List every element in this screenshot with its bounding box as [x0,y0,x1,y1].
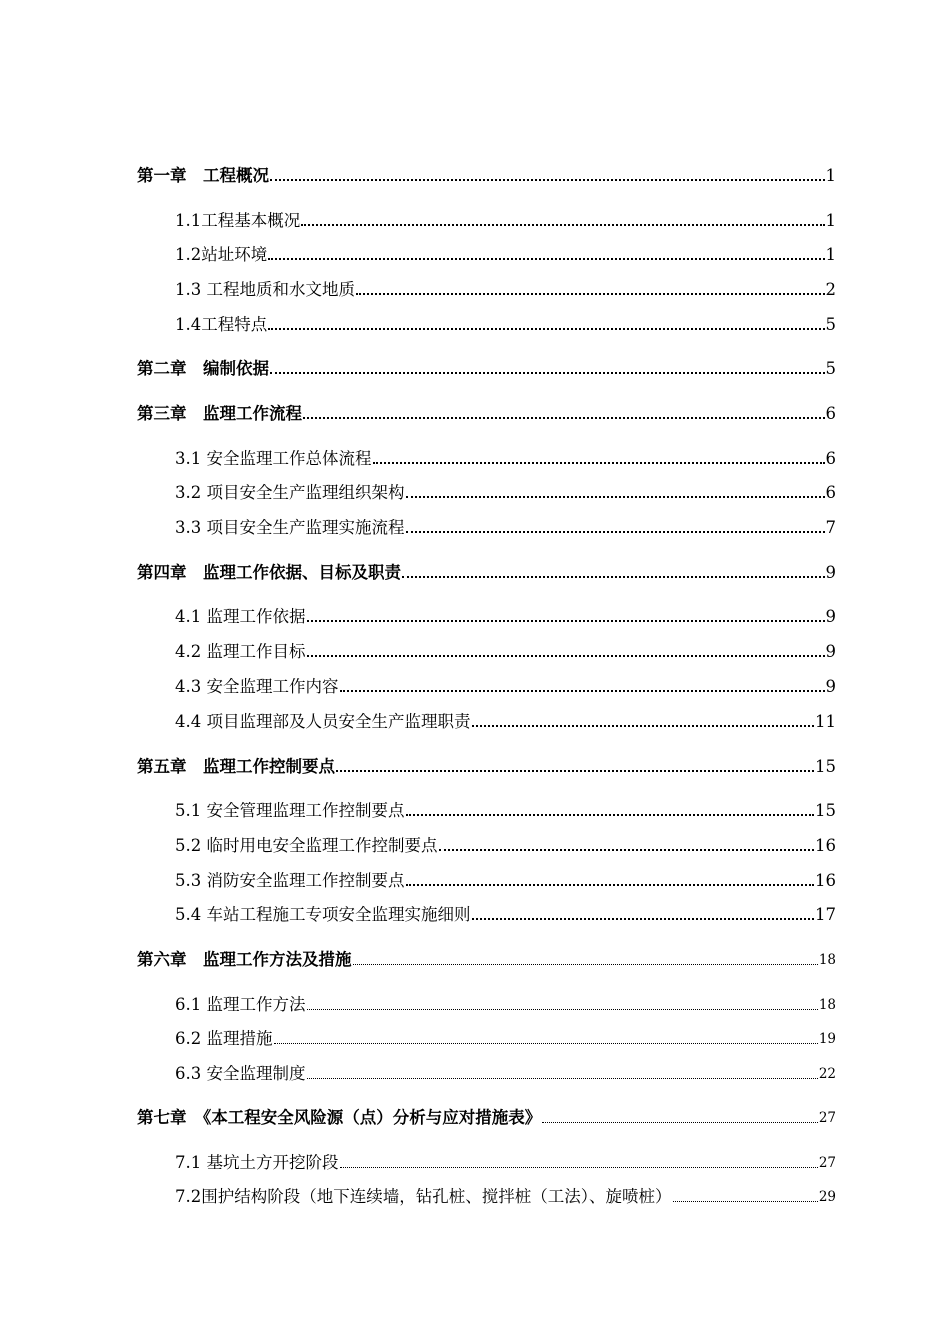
toc-entry-title: 5.1 安全管理监理工作控制要点 [175,801,405,820]
toc-entry-title: 4.2 监理工作目标 [175,642,306,661]
dot-leader [303,417,825,419]
dot-leader [301,224,824,226]
toc-entry-title: 1.4工程特点 [175,315,268,334]
toc-entry[interactable] [175,245,836,265]
toc-page-number: 15 [815,757,836,776]
toc-entry[interactable] [175,801,836,821]
toc-page-number: 27 [818,1110,836,1126]
toc-entry[interactable] [137,166,836,186]
toc-page-number: 2 [825,280,836,299]
toc-entry-title: 6.2 监理措施 [175,1029,273,1048]
toc-entry-title: 5.2 临时用电安全监理工作控制要点 [175,836,438,855]
dot-leader [340,690,825,692]
toc-entry-title: 第三章 监理工作流程 [137,404,302,423]
toc-page-number: 5 [825,315,836,334]
toc-entry-title: 第四章 监理工作依据、目标及职责 [137,563,401,582]
toc-entry[interactable] [175,677,836,697]
toc-page-number: 16 [815,871,836,890]
toc-page-number: 18 [818,952,836,968]
toc-page-number: 29 [818,1189,836,1205]
toc-entry-title: 6.3 安全监理制度 [175,1064,306,1083]
toc-entry[interactable] [175,712,836,732]
dot-leader [274,1043,818,1044]
toc-entry-title: 第五章 监理工作控制要点 [137,757,335,776]
toc-entry-title: 4.1 监理工作依据 [175,607,306,626]
dot-leader [307,620,825,622]
toc-entry[interactable] [175,1153,836,1173]
toc-page-number: 9 [825,607,836,626]
toc-page-number: 6 [825,449,836,468]
dot-leader [268,328,824,330]
toc-entry-title: 3.3 项目安全生产监理实施流程 [175,518,405,537]
dot-leader [356,293,825,295]
toc-entry-title: 5.4 车站工程施工专项安全监理实施细则 [175,905,471,924]
dot-leader [373,462,825,464]
dot-leader [268,258,824,260]
toc-entry-title: 1.1工程基本概况 [175,211,301,230]
toc-entry[interactable] [175,449,836,469]
toc-entry[interactable] [175,836,836,856]
toc-entry-title: 3.1 安全监理工作总体流程 [175,449,372,468]
toc-page-number: 5 [825,359,836,378]
toc-page-number: 6 [825,404,836,423]
toc-page-number: 19 [818,1031,836,1047]
toc-page-number: 6 [825,483,836,502]
toc-page-number: 22 [818,1066,836,1082]
toc-entry-title: 第一章 工程概况 [137,166,269,185]
dot-leader [270,372,825,374]
toc-entry[interactable] [137,563,836,583]
toc-entry[interactable] [175,607,836,627]
dot-leader [307,655,825,657]
toc-entry-title: 第二章 编制依据 [137,359,269,378]
toc-page-number: 9 [825,563,836,582]
toc-page-number: 15 [815,801,836,820]
dot-leader [406,531,825,533]
toc-entry-title: 7.1 基坑土方开挖阶段 [175,1153,339,1172]
toc-entry[interactable] [175,518,836,538]
toc-entry[interactable] [175,1029,836,1049]
toc-page-number: 16 [815,836,836,855]
dot-leader [472,918,815,920]
toc-entry[interactable] [175,871,836,891]
toc-entry-title: 1.3 工程地质和水文地质 [175,280,355,299]
dot-leader [439,849,815,851]
dot-leader [406,496,825,498]
toc-page-number: 9 [825,677,836,696]
toc-entry-title: 6.1 监理工作方法 [175,995,306,1014]
toc-entry[interactable] [137,950,836,970]
toc-entry-title: 第七章 《本工程安全风险源（点）分析与应对措施表》 [137,1108,542,1127]
toc-page-number: 11 [815,712,836,731]
dot-leader [406,814,815,816]
dot-leader [402,576,825,578]
toc-entry[interactable] [137,404,836,424]
toc-entry[interactable] [137,757,836,777]
toc-entry[interactable] [175,315,836,335]
toc-page-number: 1 [825,245,836,264]
dot-leader [307,1009,818,1010]
toc-entry-title: 4.4 项目监理部及人员安全生产监理职责 [175,712,471,731]
toc-entry-title: 1.2站址环境 [175,245,268,264]
toc-entry-title: 7.2围护结构阶段（地下连续墙，钻孔桩、搅拌桩（工法）、旋喷桩） [175,1187,672,1206]
dot-leader [307,1078,818,1079]
dot-leader [340,1167,818,1168]
toc-page-number: 27 [818,1155,836,1171]
dot-leader [673,1201,818,1202]
toc-page-number: 18 [818,997,836,1013]
toc-page-number: 1 [825,211,836,230]
toc-entry[interactable] [137,1108,836,1128]
dot-leader [406,884,815,886]
toc-entry-title: 5.3 消防安全监理工作控制要点 [175,871,405,890]
dot-leader [336,770,814,772]
toc-page-number: 17 [815,905,836,924]
toc-entry-title: 4.3 安全监理工作内容 [175,677,339,696]
dot-leader [542,1122,818,1123]
toc-entry-title: 3.2 项目安全生产监理组织架构 [175,483,405,502]
dot-leader [472,725,815,727]
toc-entry[interactable] [137,359,836,379]
toc-entry[interactable] [175,995,836,1015]
toc-entry[interactable] [175,1064,836,1084]
toc-entry[interactable] [175,905,836,925]
dot-leader [353,964,818,965]
toc-page-number: 9 [825,642,836,661]
toc-page-number: 1 [825,166,836,185]
toc-entry[interactable] [175,1187,836,1207]
toc-entry[interactable] [175,483,836,503]
toc-entry[interactable] [175,280,836,300]
toc-page-number: 7 [825,518,836,537]
dot-leader [270,179,825,181]
toc-entry-title: 第六章 监理工作方法及措施 [137,950,352,969]
toc-entry[interactable] [175,642,836,662]
toc-entry[interactable] [175,211,836,231]
